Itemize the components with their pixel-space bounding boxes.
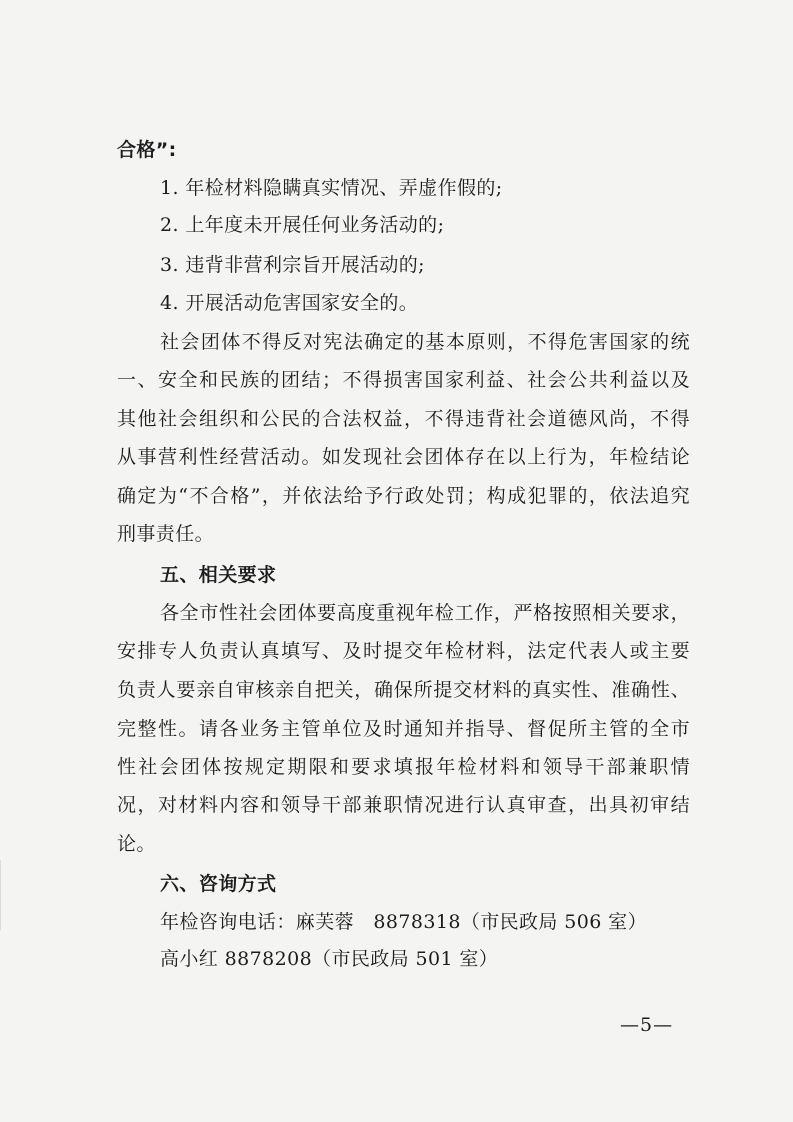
list-item: 2. 上年度未开展任何业务活动的; bbox=[160, 214, 445, 236]
list-item: 3. 违背非营利宗旨开展活动的; bbox=[160, 254, 425, 276]
paragraph-line: 负责人要亲自审核亲自把关，确保所提交材料的真实性、准确性、 bbox=[117, 679, 690, 701]
paragraph-line: 确定为“不合格”，并依法给予行政处罚；构成犯罪的，依法追究 bbox=[117, 485, 690, 507]
contact-line: 高小红 8878208（市民政局 501 室） bbox=[160, 948, 499, 970]
list-item: 1. 年检材料隐瞒真实情况、弄虚作假的; bbox=[160, 177, 503, 199]
page-number: —5— bbox=[620, 1014, 674, 1036]
paragraph-line: 其他社会组织和公民的合法权益，不得违背社会道德风尚，不得 bbox=[117, 408, 690, 430]
paragraph-line: 况，对材料内容和领导干部兼职情况进行认真审查，出具初审结 bbox=[117, 794, 690, 816]
paragraph-line: 完整性。请各业务主管单位及时通知并指导、督促所主管的全市 bbox=[117, 718, 690, 740]
paragraph-line: 刑事责任。 bbox=[117, 523, 215, 545]
paragraph-line: 性社会团体按规定期限和要求填报年检材料和领导干部兼职情 bbox=[117, 756, 690, 778]
qualified-heading: 合格”: bbox=[117, 139, 177, 161]
section-heading-6: 六、咨询方式 bbox=[160, 873, 277, 895]
paragraph-line: 安排专人负责认真填写、及时提交年检材料，法定代表人或主要 bbox=[117, 640, 690, 662]
contact-line: 年检咨询电话：麻芙蓉 8878318（市民政局 506 室） bbox=[160, 911, 647, 933]
paragraph-line: 一、安全和民族的团结；不得损害国家利益、社会公共利益以及 bbox=[117, 369, 690, 391]
paragraph-line: 从事营利性经营活动。如发现社会团体存在以上行为，年检结论 bbox=[117, 446, 690, 468]
paragraph-line: 各全市性社会团体要高度重视年检工作，严格按照相关要求， bbox=[160, 602, 690, 624]
paragraph-line: 论。 bbox=[117, 833, 156, 855]
section-heading-5: 五、相关要求 bbox=[160, 564, 277, 586]
paragraph-line: 社会团体不得反对宪法确定的基本原则，不得危害国家的统 bbox=[160, 331, 690, 353]
scan-edge-mark bbox=[0, 860, 7, 930]
list-item: 4. 开展活动危害国家安全的。 bbox=[160, 292, 419, 314]
